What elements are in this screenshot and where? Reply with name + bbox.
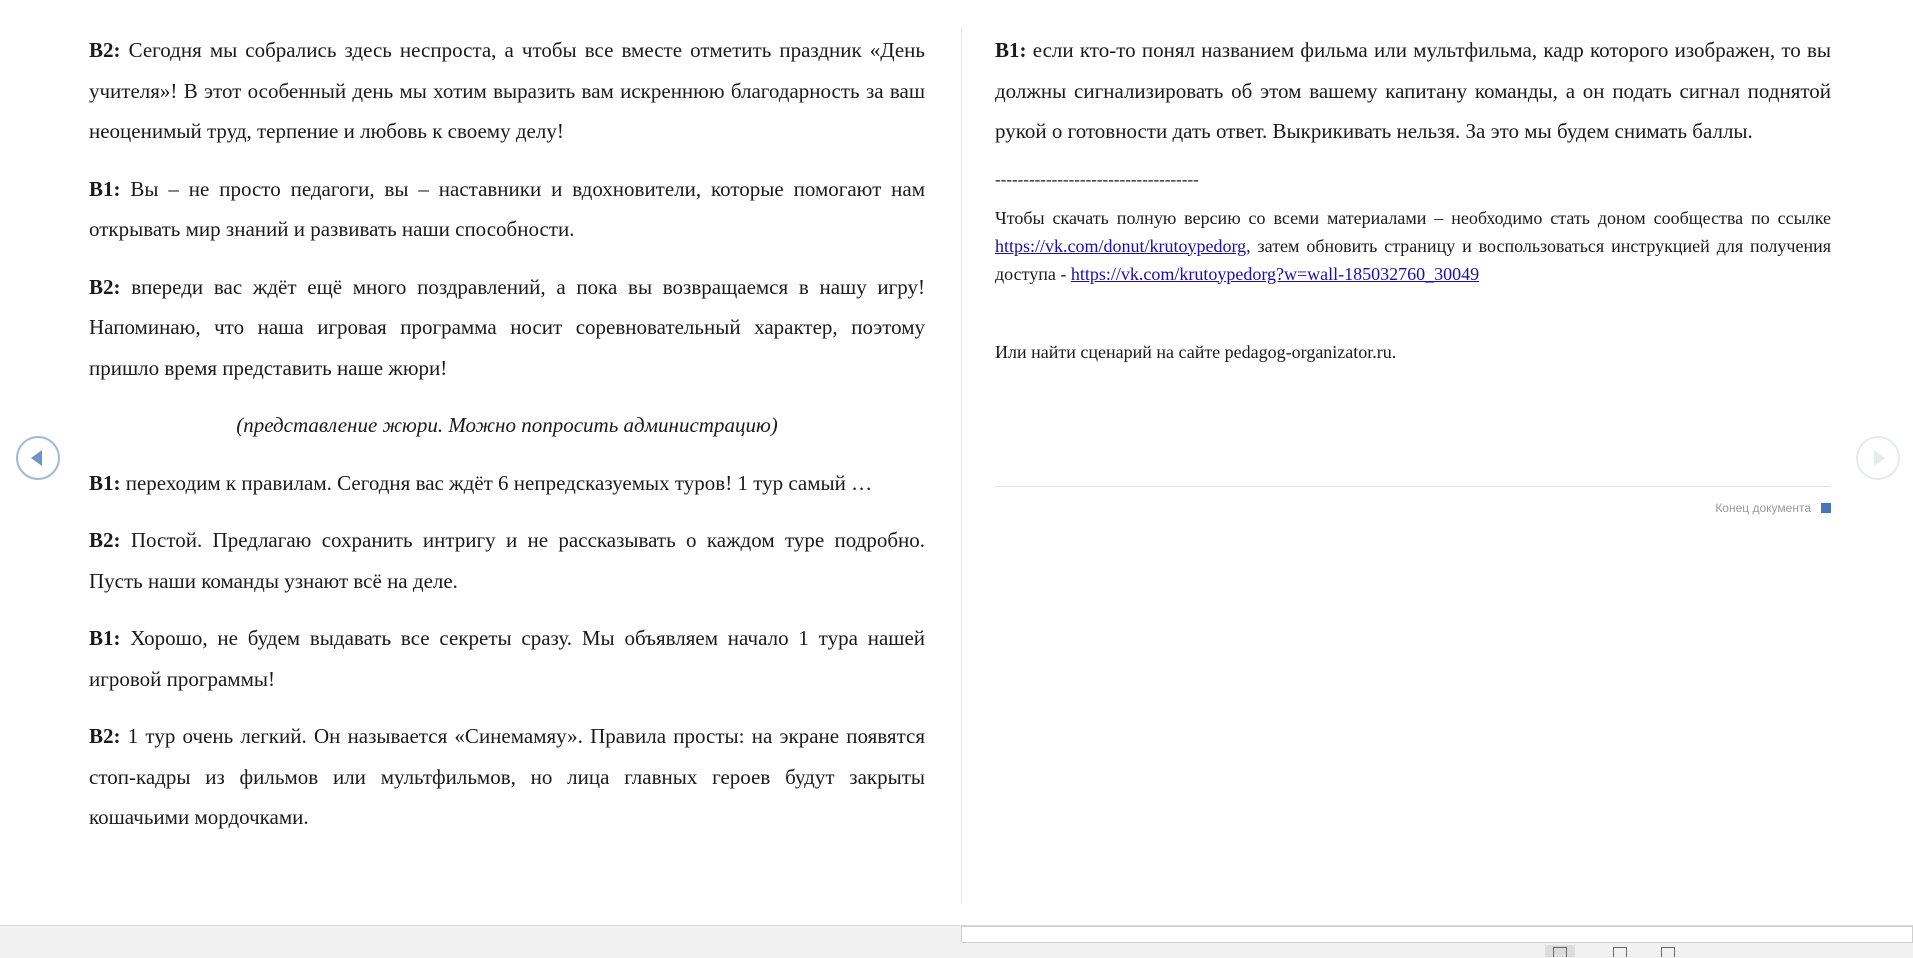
stage-direction: (представление жюри. Можно попросить администрацию): [236, 413, 778, 437]
web-layout-button[interactable]: [1653, 945, 1683, 957]
speaker-label: В1:: [89, 626, 121, 650]
paragraph-right-1: [995, 30, 1831, 152]
book-icon: [1553, 947, 1567, 957]
chevron-right-icon: [1858, 438, 1898, 478]
paragraph-text: 1 тур очень легкий. Он называется «Синемамяу». Правила просты: на экране появятся стоп-кадры из фильмов или мультфильмов, но лица главных героев будут закрыты кошачьими мордочками.: [89, 724, 925, 829]
paragraph-1: [89, 30, 925, 152]
reading-view-button[interactable]: [1545, 945, 1575, 957]
paragraph-text: впереди вас ждёт ещё много поздравлений, а пока вы возвращаемся в нашу игру! Напоминаю, что наша игровая программа носит соревновательный характер, поэтому пришло время представить наше жюри!: [89, 274, 925, 380]
paragraph-text: Постой. Предлагаю сохранить интригу и не рассказывать о каждом туре подробно. Пусть наши команды узнают всё на деле.: [89, 528, 925, 593]
page-icon: [1613, 947, 1627, 957]
end-marker-icon: [1821, 503, 1831, 513]
print-layout-button[interactable]: [1605, 945, 1635, 957]
speaker-label: В2:: [89, 274, 121, 299]
download-text-1: Чтобы скачать полную версию со всеми материалами – необходимо стать доном сообщества по ссылке: [995, 207, 1831, 228]
page-gutter: [961, 28, 962, 904]
paragraph-6: [89, 520, 925, 601]
paragraph-text: если кто-то понял названием фильма или мультфильма, кадр которого изображен, то вы должны сигнализировать об этом вашему капитану команды, а он подать сигнал поднятой рукой о готовности дать ответ. Выкрикивать нельзя. За это мы будем снимать баллы.: [995, 38, 1831, 143]
speaker-label: В1:: [89, 176, 121, 201]
donut-link[interactable]: https://vk.com/donut/krutoypedorg: [995, 235, 1247, 256]
speaker-label: В2:: [89, 38, 121, 62]
paragraph-5: [89, 463, 925, 504]
end-of-document-label: Конец документа: [1715, 501, 1811, 515]
left-page: [89, 30, 925, 855]
next-page-button[interactable]: [1856, 436, 1900, 480]
paragraph-text: переходим к правилам. Сегодня вас ждёт 6 непредсказуемых туров! 1 тур самый …: [120, 470, 873, 495]
paragraph-2: [89, 169, 925, 250]
download-instructions: [995, 204, 1831, 288]
paragraph-8: [89, 716, 925, 838]
paragraph-text: Сегодня мы собрались здесь неспроста, а чтобы все вместе отметить праздник «День учителя»! В этот особенный день мы хотим выразить вам искреннюю благодарность за ваш неоценимый труд, терпение и любовь к своему делу!: [89, 38, 925, 143]
paragraph-text: Хорошо, не будем выдавать все секреты сразу. Мы объявляем начало 1 тура нашей игровой программы!: [89, 626, 925, 691]
wall-post-link[interactable]: https://vk.com/krutoypedorg?w=wall-185032760_30049: [1070, 263, 1480, 284]
paragraph-text: Вы – не просто педагоги, вы – наставники и вдохновители, которые помогают нам открывать мир знаний и развивать наши способности.: [89, 176, 925, 241]
chevron-left-icon: [18, 438, 58, 478]
speaker-label: В2:: [89, 528, 121, 552]
right-page: [995, 30, 1831, 366]
speaker-label: В2:: [89, 724, 121, 748]
end-of-document: [1715, 501, 1831, 515]
speaker-label: В1:: [89, 470, 121, 495]
paragraph-3: [89, 267, 925, 389]
download-text-2: , затем обновить страницу и воспользоваться инструкцией для получения доступа -: [995, 235, 1831, 284]
site-note: Или найти сценарий на сайте pedagog-organizator.ru.: [995, 341, 1397, 362]
horizontal-scrollbar[interactable]: [961, 926, 1913, 943]
separator-dashes: ------------------------------------: [995, 169, 1199, 189]
web-page-icon: [1661, 947, 1675, 957]
end-divider: [995, 486, 1831, 487]
previous-page-button[interactable]: [16, 436, 60, 480]
speaker-label: В1:: [995, 38, 1027, 62]
paragraph-7: [89, 618, 925, 699]
